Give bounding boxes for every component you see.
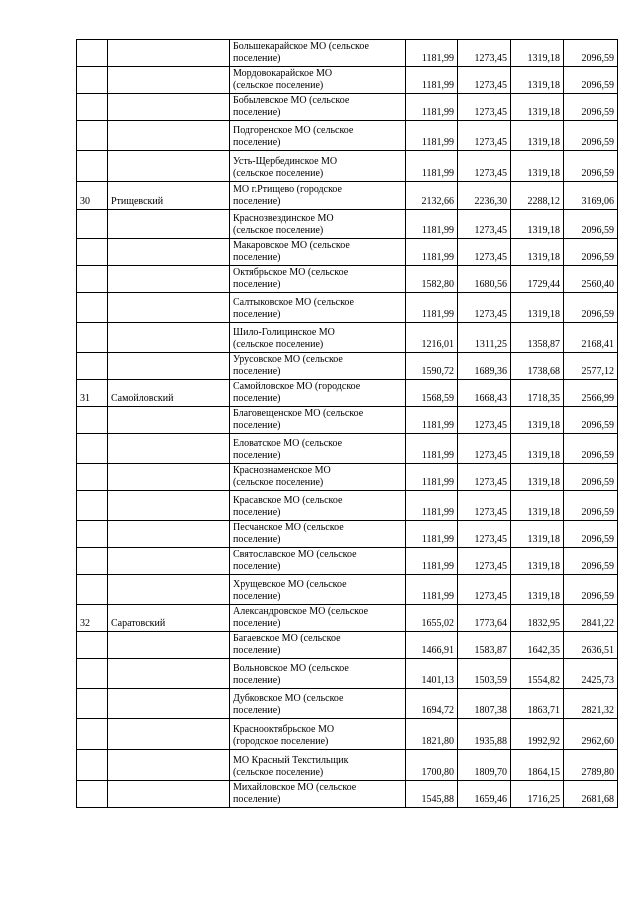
- municipality-name-line: поселение): [233, 366, 281, 377]
- municipality-name-cell: [230, 781, 406, 808]
- value-cell-4: 2096,59: [564, 151, 618, 182]
- value-cell-2: 1273,45: [458, 491, 511, 521]
- municipality-name-line: поселение): [233, 645, 281, 656]
- municipality-name-line: Большекарайское МО (сельское: [233, 41, 369, 52]
- table-row: [77, 323, 618, 353]
- value-cell-2: 1807,38: [458, 689, 511, 719]
- municipality-name-line: Багаевское МО (сельское: [233, 633, 341, 644]
- row-number-cell: [77, 94, 108, 121]
- value-cell-3: 1832,95: [511, 605, 564, 632]
- value-cell-3: 1319,18: [511, 407, 564, 434]
- value-cell-1: 1694,72: [406, 689, 458, 719]
- municipality-name-line: поселение): [233, 534, 281, 545]
- municipality-name-cell: [230, 548, 406, 575]
- value-cell-1: 1181,99: [406, 121, 458, 151]
- value-cell-2: 1809,70: [458, 750, 511, 781]
- table-row: [77, 94, 618, 121]
- table-row: [77, 521, 618, 548]
- value-cell-3: 1358,87: [511, 323, 564, 353]
- value-cell-1: 1655,02: [406, 605, 458, 632]
- district-cell: [108, 464, 230, 491]
- municipality-name-line: Салтыковское МО (сельское: [233, 297, 354, 308]
- municipality-name-cell: [230, 750, 406, 781]
- value-cell-4: 2096,59: [564, 67, 618, 94]
- municipality-name-line: поселение): [233, 591, 281, 602]
- value-cell-3: 1319,18: [511, 464, 564, 491]
- district-cell: [108, 548, 230, 575]
- value-cell-4: 2096,59: [564, 239, 618, 266]
- table-row: [77, 121, 618, 151]
- row-number-cell: 30: [77, 182, 108, 210]
- value-cell-2: 1273,45: [458, 548, 511, 575]
- municipality-name-line: Хрущевское МО (сельское: [233, 579, 347, 590]
- municipality-name-line: Макаровское МО (сельское: [233, 240, 350, 251]
- table-row: [77, 210, 618, 239]
- municipality-name-line: Урусовское МО (сельское: [233, 354, 343, 365]
- row-number-cell: [77, 464, 108, 491]
- municipality-name-cell: [230, 151, 406, 182]
- district-cell: [108, 323, 230, 353]
- value-cell-4: 2096,59: [564, 548, 618, 575]
- row-number-cell: [77, 151, 108, 182]
- value-cell-4: 2096,59: [564, 40, 618, 67]
- row-number-cell: [77, 239, 108, 266]
- municipality-name-cell: [230, 464, 406, 491]
- value-cell-3: 2288,12: [511, 182, 564, 210]
- value-cell-4: 2096,59: [564, 521, 618, 548]
- municipality-name-line: поселение): [233, 107, 281, 118]
- value-cell-4: 2789,80: [564, 750, 618, 781]
- row-number-cell: 32: [77, 605, 108, 632]
- municipality-name-line: Вольновское МО (сельское: [233, 663, 349, 674]
- municipality-name-cell: [230, 239, 406, 266]
- value-cell-1: 1545,88: [406, 781, 458, 808]
- municipality-name-line: поселение): [233, 794, 281, 805]
- municipality-name-cell: [230, 521, 406, 548]
- value-cell-2: 1273,45: [458, 67, 511, 94]
- value-cell-1: 1181,99: [406, 239, 458, 266]
- municipality-name-line: Мордовокарайское МО: [233, 68, 333, 79]
- value-cell-1: 1181,99: [406, 151, 458, 182]
- district-cell: [108, 293, 230, 323]
- municipality-name-line: Дубковское МО (сельское: [233, 693, 344, 704]
- municipality-name-line: МО г.Ртищево (городское: [233, 184, 342, 195]
- row-number-cell: [77, 353, 108, 380]
- municipality-name-line: Александровское МО (сельское: [233, 606, 369, 617]
- value-cell-4: 2841,22: [564, 605, 618, 632]
- value-cell-1: 1181,99: [406, 210, 458, 239]
- value-cell-4: 2168,41: [564, 323, 618, 353]
- municipality-name-cell: [230, 353, 406, 380]
- municipality-name-line: Михайловское МО (сельское: [233, 782, 357, 793]
- value-cell-3: 1319,18: [511, 491, 564, 521]
- municipality-name-line: Самойловское МО (городское: [233, 381, 361, 392]
- value-cell-1: 1401,13: [406, 659, 458, 689]
- municipality-name-line: Шило-Голицинское МО: [233, 327, 335, 338]
- municipality-name-line: (сельское поселение): [233, 80, 324, 91]
- value-cell-2: 1273,45: [458, 40, 511, 67]
- municipality-name-line: Красавское МО (сельское: [233, 495, 343, 506]
- table-body: [77, 40, 618, 808]
- value-cell-3: 1319,18: [511, 67, 564, 94]
- value-cell-3: 1319,18: [511, 575, 564, 605]
- value-cell-4: 3169,06: [564, 182, 618, 210]
- value-cell-3: 1729,44: [511, 266, 564, 293]
- value-cell-4: 2821,32: [564, 689, 618, 719]
- district-cell: [108, 719, 230, 750]
- district-cell: [108, 491, 230, 521]
- value-cell-3: 1718,35: [511, 380, 564, 407]
- value-cell-2: 1273,45: [458, 521, 511, 548]
- municipality-name-line: поселение): [233, 450, 281, 461]
- municipality-name-cell: [230, 293, 406, 323]
- municipality-name-line: Октябрьское МО (сельское: [233, 267, 349, 278]
- value-cell-2: 1273,45: [458, 239, 511, 266]
- municipality-name-line: поселение): [233, 53, 281, 64]
- row-number-cell: [77, 632, 108, 659]
- value-cell-3: 1864,15: [511, 750, 564, 781]
- value-cell-2: 1273,45: [458, 407, 511, 434]
- municipality-name-line: поселение): [233, 675, 281, 686]
- table-row: [77, 353, 618, 380]
- row-number-cell: [77, 323, 108, 353]
- municipality-name-line: поселение): [233, 705, 281, 716]
- municipality-name-line: поселение): [233, 279, 281, 290]
- row-number-cell: [77, 40, 108, 67]
- municipality-name-line: Еловатское МО (сельское: [233, 438, 343, 449]
- value-cell-2: 1689,36: [458, 353, 511, 380]
- municipality-name-line: поселение): [233, 507, 281, 518]
- value-cell-1: 1181,99: [406, 94, 458, 121]
- district-cell: [108, 750, 230, 781]
- value-cell-4: 2560,40: [564, 266, 618, 293]
- municipality-name-line: поселение): [233, 137, 281, 148]
- value-cell-2: 1311,25: [458, 323, 511, 353]
- value-cell-1: 1181,99: [406, 548, 458, 575]
- table-row: [77, 491, 618, 521]
- value-cell-4: 2096,59: [564, 575, 618, 605]
- table-row: [77, 293, 618, 323]
- tariff-table: [76, 39, 618, 808]
- district-cell: [108, 689, 230, 719]
- district-cell: Самойловский: [108, 380, 230, 407]
- row-number-cell: 31: [77, 380, 108, 407]
- value-cell-3: 1319,18: [511, 548, 564, 575]
- district-cell: [108, 266, 230, 293]
- value-cell-3: 1319,18: [511, 121, 564, 151]
- value-cell-4: 2096,59: [564, 121, 618, 151]
- value-cell-2: 1273,45: [458, 464, 511, 491]
- value-cell-4: 2096,59: [564, 293, 618, 323]
- district-cell: [108, 521, 230, 548]
- municipality-name-line: (сельское поселение): [233, 225, 324, 236]
- value-cell-1: 1181,99: [406, 521, 458, 548]
- value-cell-1: 1181,99: [406, 40, 458, 67]
- value-cell-4: 2636,51: [564, 632, 618, 659]
- row-number-cell: [77, 266, 108, 293]
- value-cell-3: 1319,18: [511, 521, 564, 548]
- value-cell-4: 2096,59: [564, 434, 618, 464]
- district-cell: [108, 67, 230, 94]
- municipality-name-cell: [230, 434, 406, 464]
- value-cell-4: 2096,59: [564, 407, 618, 434]
- table-row: [77, 239, 618, 266]
- value-cell-2: 1668,43: [458, 380, 511, 407]
- district-cell: [108, 407, 230, 434]
- municipality-name-cell: [230, 659, 406, 689]
- municipality-name-cell: [230, 407, 406, 434]
- value-cell-3: 1992,92: [511, 719, 564, 750]
- table-row: [77, 781, 618, 808]
- table-row: [77, 632, 618, 659]
- municipality-name-line: поселение): [233, 420, 281, 431]
- table-row: [77, 575, 618, 605]
- row-number-cell: [77, 434, 108, 464]
- table-row: [77, 407, 618, 434]
- table-row: [77, 182, 618, 210]
- value-cell-3: 1319,18: [511, 40, 564, 67]
- table-row: [77, 266, 618, 293]
- district-cell: [108, 151, 230, 182]
- value-cell-2: 1503,59: [458, 659, 511, 689]
- row-number-cell: [77, 407, 108, 434]
- value-cell-3: 1642,35: [511, 632, 564, 659]
- value-cell-1: 1181,99: [406, 407, 458, 434]
- row-number-cell: [77, 689, 108, 719]
- municipality-name-cell: [230, 121, 406, 151]
- row-number-cell: [77, 67, 108, 94]
- municipality-name-line: Благовещенское МО (сельское: [233, 408, 364, 419]
- value-cell-3: 1319,18: [511, 94, 564, 121]
- value-cell-2: 1273,45: [458, 210, 511, 239]
- district-cell: Ртищевский: [108, 182, 230, 210]
- municipality-name-cell: [230, 689, 406, 719]
- municipality-name-cell: [230, 605, 406, 632]
- value-cell-1: 1821,80: [406, 719, 458, 750]
- district-cell: [108, 210, 230, 239]
- value-cell-4: 2577,12: [564, 353, 618, 380]
- value-cell-4: 2096,59: [564, 491, 618, 521]
- value-cell-4: 2096,59: [564, 464, 618, 491]
- municipality-name-line: поселение): [233, 393, 281, 404]
- table-row: [77, 689, 618, 719]
- municipality-name-line: Усть-Щербединское МО: [233, 156, 338, 167]
- municipality-name-line: МО Красный Текстильщик: [233, 755, 349, 766]
- district-cell: [108, 632, 230, 659]
- value-cell-1: 1181,99: [406, 491, 458, 521]
- municipality-name-line: Бобылевское МО (сельское: [233, 95, 350, 106]
- value-cell-1: 1700,80: [406, 750, 458, 781]
- municipality-name-line: поселение): [233, 196, 281, 207]
- municipality-name-line: (сельское поселение): [233, 477, 324, 488]
- district-cell: [108, 575, 230, 605]
- municipality-name-cell: [230, 719, 406, 750]
- municipality-name-cell: [230, 323, 406, 353]
- value-cell-2: 1680,56: [458, 266, 511, 293]
- municipality-name-cell: [230, 182, 406, 210]
- district-cell: [108, 434, 230, 464]
- municipality-name-cell: [230, 94, 406, 121]
- district-cell: [108, 353, 230, 380]
- value-cell-2: 1773,64: [458, 605, 511, 632]
- row-number-cell: [77, 575, 108, 605]
- row-number-cell: [77, 719, 108, 750]
- row-number-cell: [77, 491, 108, 521]
- table-row: [77, 434, 618, 464]
- municipality-name-cell: [230, 210, 406, 239]
- value-cell-1: 2132,66: [406, 182, 458, 210]
- municipality-name-cell: [230, 491, 406, 521]
- municipality-name-line: поселение): [233, 252, 281, 263]
- value-cell-2: 1273,45: [458, 293, 511, 323]
- row-number-cell: [77, 121, 108, 151]
- district-cell: [108, 94, 230, 121]
- table-row: [77, 548, 618, 575]
- row-number-cell: [77, 659, 108, 689]
- table-row: [77, 464, 618, 491]
- table-row: [77, 380, 618, 407]
- municipality-name-line: Краснознаменское МО: [233, 465, 331, 476]
- municipality-name-line: поселение): [233, 561, 281, 572]
- value-cell-4: 2566,99: [564, 380, 618, 407]
- municipality-name-line: Краснооктябрьское МО: [233, 724, 335, 735]
- value-cell-4: 2096,59: [564, 210, 618, 239]
- municipality-name-line: Песчанское МО (сельское: [233, 522, 344, 533]
- value-cell-4: 2096,59: [564, 94, 618, 121]
- value-cell-3: 1319,18: [511, 293, 564, 323]
- municipality-name-cell: [230, 266, 406, 293]
- municipality-name-cell: [230, 575, 406, 605]
- value-cell-2: 1273,45: [458, 121, 511, 151]
- row-number-cell: [77, 750, 108, 781]
- row-number-cell: [77, 781, 108, 808]
- value-cell-4: 2962,60: [564, 719, 618, 750]
- value-cell-1: 1181,99: [406, 67, 458, 94]
- value-cell-3: 1319,18: [511, 151, 564, 182]
- table-row: [77, 67, 618, 94]
- value-cell-1: 1181,99: [406, 464, 458, 491]
- value-cell-2: 1583,87: [458, 632, 511, 659]
- value-cell-2: 1273,45: [458, 575, 511, 605]
- value-cell-2: 1273,45: [458, 434, 511, 464]
- municipality-name-cell: [230, 632, 406, 659]
- municipality-name-line: (сельское поселение): [233, 767, 324, 778]
- table-row: [77, 750, 618, 781]
- municipality-name-line: поселение): [233, 309, 281, 320]
- table-row: [77, 659, 618, 689]
- district-cell: [108, 781, 230, 808]
- value-cell-4: 2425,73: [564, 659, 618, 689]
- value-cell-1: 1181,99: [406, 575, 458, 605]
- municipality-name-line: (городское поселение): [233, 736, 329, 747]
- value-cell-2: 1273,45: [458, 94, 511, 121]
- value-cell-2: 1659,46: [458, 781, 511, 808]
- row-number-cell: [77, 521, 108, 548]
- district-cell: [108, 239, 230, 266]
- value-cell-1: 1582,80: [406, 266, 458, 293]
- municipality-name-line: Святославское МО (сельское: [233, 549, 357, 560]
- value-cell-1: 1216,01: [406, 323, 458, 353]
- value-cell-3: 1863,71: [511, 689, 564, 719]
- value-cell-2: 1935,88: [458, 719, 511, 750]
- district-cell: [108, 40, 230, 67]
- value-cell-3: 1716,25: [511, 781, 564, 808]
- district-cell: [108, 659, 230, 689]
- municipality-name-cell: [230, 67, 406, 94]
- value-cell-3: 1319,18: [511, 239, 564, 266]
- value-cell-1: 1590,72: [406, 353, 458, 380]
- municipality-name-line: (сельское поселение): [233, 168, 324, 179]
- value-cell-3: 1738,68: [511, 353, 564, 380]
- value-cell-2: 1273,45: [458, 151, 511, 182]
- value-cell-1: 1181,99: [406, 293, 458, 323]
- municipality-name-cell: [230, 380, 406, 407]
- value-cell-3: 1319,18: [511, 434, 564, 464]
- table-row: [77, 151, 618, 182]
- value-cell-3: 1319,18: [511, 210, 564, 239]
- row-number-cell: [77, 293, 108, 323]
- value-cell-1: 1568,59: [406, 380, 458, 407]
- district-cell: [108, 121, 230, 151]
- row-number-cell: [77, 210, 108, 239]
- value-cell-1: 1181,99: [406, 434, 458, 464]
- table-row: [77, 605, 618, 632]
- municipality-name-line: (сельское поселение): [233, 339, 324, 350]
- table-row: [77, 719, 618, 750]
- municipality-name-cell: [230, 40, 406, 67]
- value-cell-2: 2236,30: [458, 182, 511, 210]
- table-row: [77, 40, 618, 67]
- district-cell: Саратовский: [108, 605, 230, 632]
- value-cell-3: 1554,82: [511, 659, 564, 689]
- value-cell-1: 1466,91: [406, 632, 458, 659]
- municipality-name-line: Подгоренское МО (сельское: [233, 125, 354, 136]
- municipality-name-line: Краснозвездинское МО: [233, 213, 334, 224]
- row-number-cell: [77, 548, 108, 575]
- value-cell-4: 2681,68: [564, 781, 618, 808]
- municipality-name-line: поселение): [233, 618, 281, 629]
